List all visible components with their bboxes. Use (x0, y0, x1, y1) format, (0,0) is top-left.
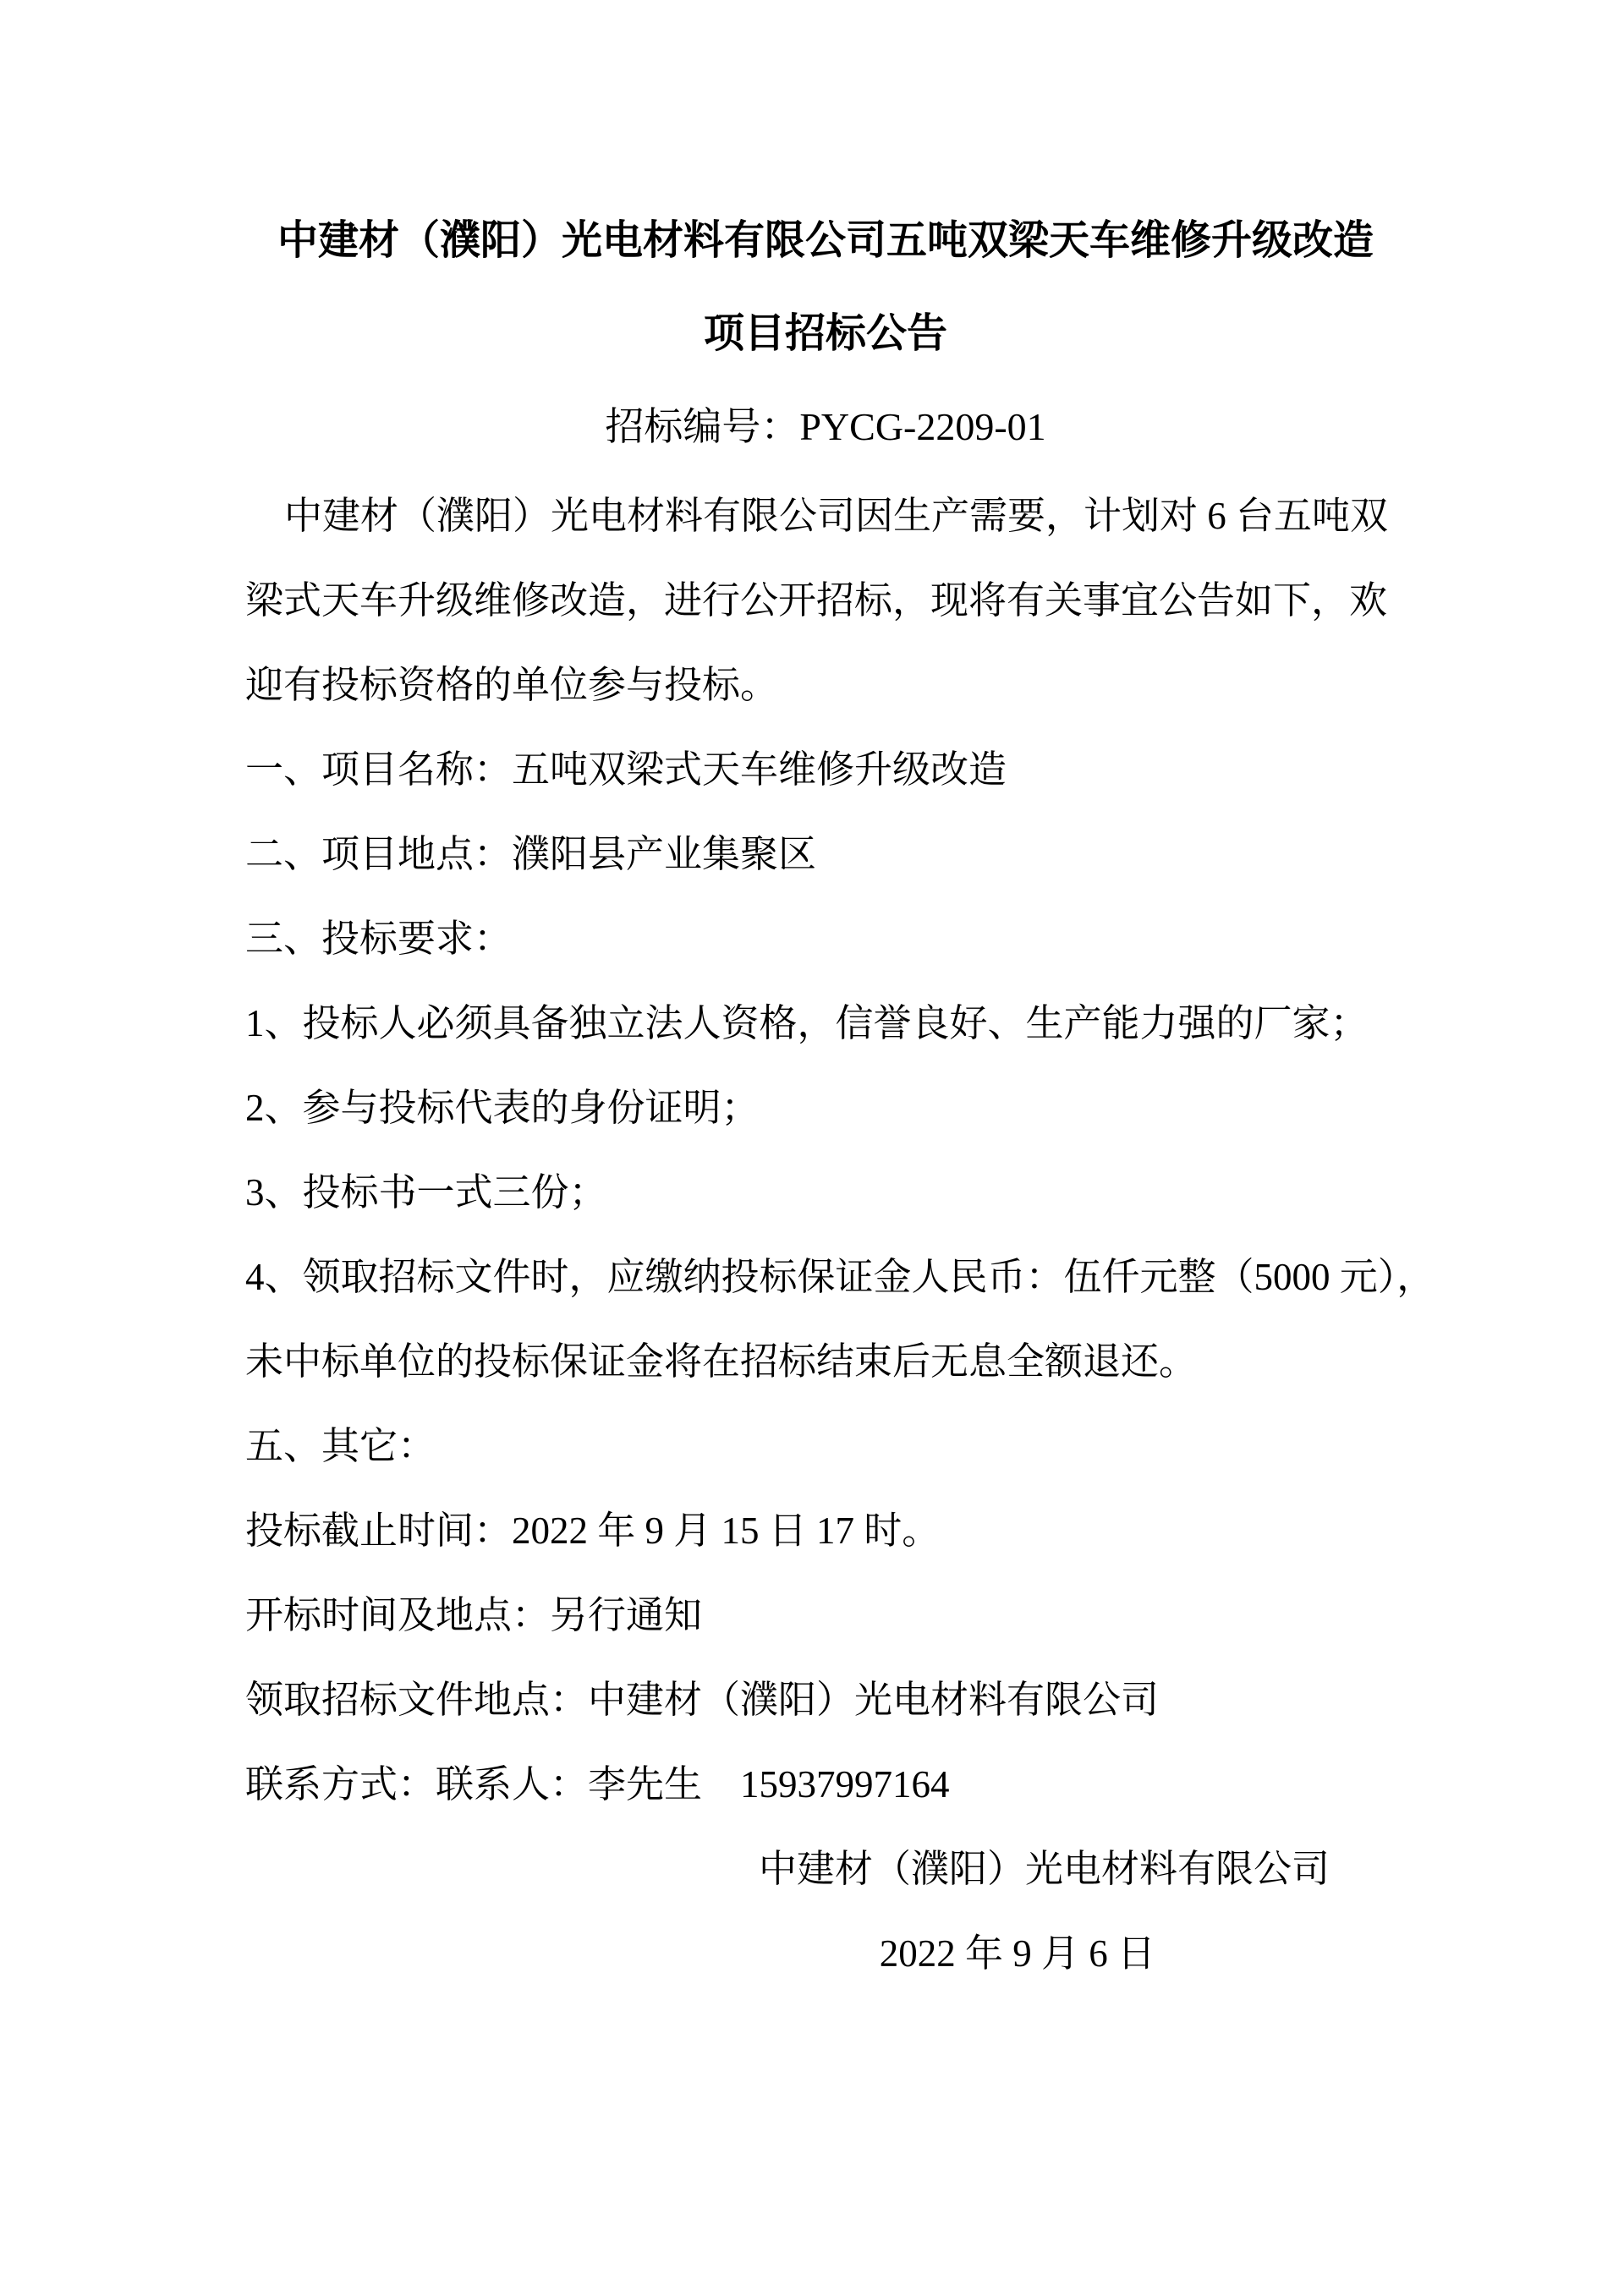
intro-line: 迎有投标资格的单位参与投标。 (245, 664, 779, 706)
body-line-contact: 联系方式：联系人：李先生 15937997164 (245, 1763, 950, 1806)
body-line-requirement-3: 3、投标书一式三份； (245, 1171, 607, 1214)
body-line-requirement-4: 4、领取招标文件时，应缴纳投标保证金人民币：伍仟元整（5000 元）， (245, 1256, 1435, 1298)
signature-date: 2022 年 9 月 6 日 (879, 1932, 1155, 1975)
body-line-bid-deadline: 投标截止时间：2022 年 9 月 15 日 17 时。 (245, 1510, 941, 1552)
body-line-project-location: 二、项目地点：濮阳县产业集聚区 (245, 833, 817, 875)
body-line-other: 五、其它： (245, 1425, 436, 1467)
document-title-line2: 项目招标公告 (703, 311, 947, 356)
intro-line: 中建材（濮阳）光电材料有限公司因生产需要，计划对 6 台五吨双 (284, 495, 1389, 537)
body-line-bid-requirements: 三、投标要求： (245, 918, 513, 960)
body-line-document-pickup: 领取招标文件地点：中建材（濮阳）光电材料有限公司 (245, 1679, 1160, 1721)
intro-line: 梁式天车升级维修改造，进行公开招标，现将有关事宜公告如下，欢 (245, 579, 1388, 622)
body-line-deposit-refund: 未中标单位的投标保证金将在招标结束后无息全额退还。 (245, 1340, 1198, 1383)
body-line-requirement-2: 2、参与投标代表的身份证明； (245, 1087, 760, 1129)
body-line-opening-time: 开标时间及地点：另行通知 (245, 1594, 703, 1636)
signature-company: 中建材（濮阳）光电材料有限公司 (758, 1848, 1330, 1890)
tender-number: 招标编号：PYCG-2209-01 (605, 405, 1046, 448)
document-title-line1: 中建材（濮阳）光电材料有限公司五吨双梁天车维修升级改造 (277, 218, 1374, 263)
body-line-project-name: 一、项目名称：五吨双梁式天车维修升级改造 (245, 748, 1007, 791)
body-line-requirement-1: 1、投标人必须具备独立法人资格，信誉良好、生产能力强的厂家； (245, 1002, 1369, 1044)
